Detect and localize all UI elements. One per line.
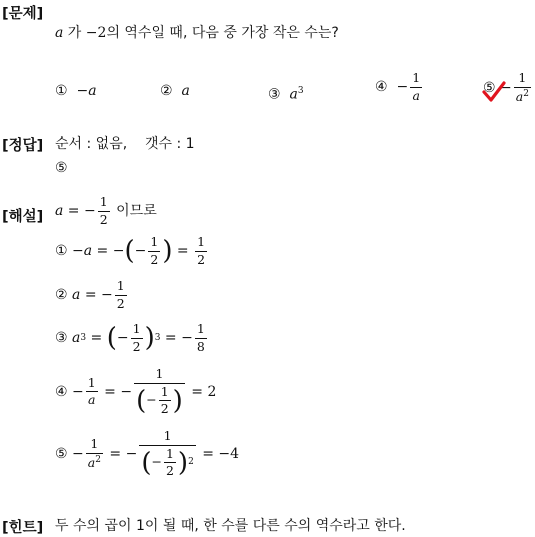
- answer-line-1: 순서 : 없음, 갯수 : 1: [55, 136, 195, 152]
- choice-2-num: ②: [160, 83, 173, 99]
- choice-5-numer: 1: [514, 72, 531, 88]
- explanation-item-4: ④ − $\frac{1}{a}$ = − 1 ( − $\frac{1}{2}$ ) = 2: [55, 366, 217, 416]
- choice-3-num: ③: [268, 86, 281, 103]
- hint-text: 두 수의 곱이 1이 될 때, 한 수를 다른 수의 역수라고 한다.: [55, 518, 406, 534]
- choice-1-text: −a: [76, 83, 97, 99]
- choice-2-text: a: [181, 83, 190, 99]
- choice-5-denom-sup: 2: [523, 88, 529, 99]
- explanation-item-3: ③ a 3 = ( − $\frac{1}{2}$ ) 3 = − $\frac{1}{8}$: [55, 321, 205, 354]
- choice-1-num: ①: [55, 83, 68, 99]
- choice-3-sup: 3: [297, 86, 304, 96]
- explanation-item-5: ⑤ − $\frac{1}{a^2}$ = − 1 ( − $\frac{1}{2}$ ) 2 = −4: [55, 428, 240, 478]
- choice-5-frac: [514, 72, 531, 103]
- choice-4[interactable]: [375, 72, 424, 102]
- question-mid: 가: [63, 25, 86, 41]
- explanation-item-2: ② a = − $\frac{1}{2}$: [55, 278, 125, 311]
- choice-3-text: a: [289, 86, 298, 103]
- checkmark-icon: [481, 80, 507, 104]
- explanation-item-1: ① − a = − ( − $\frac{1}{2}$ ) = $\frac{1}{2}$: [55, 234, 206, 267]
- explanation-intro: a = − $\frac{1}{2}$ 이므로: [55, 194, 157, 227]
- choice-4-frac: [410, 72, 422, 102]
- intro-tail: 이므로: [116, 203, 157, 219]
- explanation-label: [해설]: [2, 209, 44, 225]
- problem-question: [55, 25, 339, 41]
- question-var: a: [55, 25, 64, 41]
- choice-4-num: ④: [375, 79, 388, 95]
- answer-line-2: ⑤: [55, 160, 68, 176]
- hint-label: [힌트]: [2, 520, 44, 536]
- choice-5-denom-wrap: [514, 88, 531, 104]
- problem-label: [문제]: [2, 6, 44, 22]
- choice-2[interactable]: [160, 83, 190, 99]
- question-num: −2: [85, 25, 107, 41]
- choice-5-num: ⑤: [483, 79, 496, 96]
- question-tail: 의 역수일 때, 다음 중 가장 작은 수는?: [106, 25, 339, 41]
- choice-3[interactable]: [268, 83, 304, 103]
- choice-4-numer: 1: [410, 72, 422, 88]
- choice-1[interactable]: [55, 83, 97, 99]
- answer-label: [정답]: [2, 138, 44, 154]
- choice-4-denom: a: [412, 87, 420, 103]
- choice-5-denom: a: [515, 88, 524, 104]
- choice-5-sign: −: [500, 79, 512, 96]
- choice-4-sign: −: [396, 79, 409, 95]
